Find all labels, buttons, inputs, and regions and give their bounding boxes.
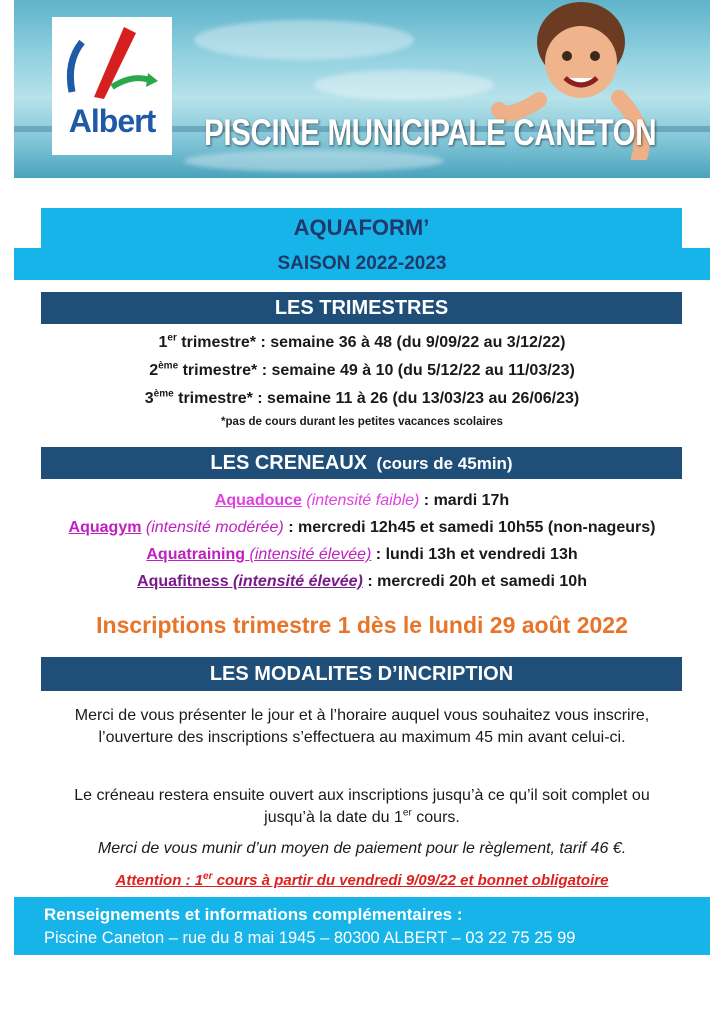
footer-address: Piscine Caneton – rue du 8 mai 1945 – 80300 ALBERT – 03 22 75 25 99 bbox=[44, 929, 576, 947]
trimestres-heading: LES TRIMESTRES bbox=[274, 297, 449, 319]
header-banner bbox=[14, 0, 710, 178]
creneaux-heading-sub: (cours de 45min) bbox=[367, 454, 513, 473]
modalites-paragraph: Le créneau restera ensuite ouvert aux inscriptions jusqu’à ce qu’il soit complet ou jusqu’à la date du 1er cours. bbox=[74, 787, 650, 826]
payment-note: Merci de vous munir d’un moyen de paiement pour le règlement, tarif 46 €. bbox=[97, 840, 627, 857]
modalites-paragraph: Merci de vous présenter le jour et à l’horaire auquel vous souhaitez vous inscrire, l’ouverture des inscriptions s’effectuera au maximum 45 min avant celui-ci. bbox=[74, 707, 650, 746]
trimestres-heading-bar bbox=[41, 292, 682, 324]
creneau-line: Aquadouce (intensité faible) : mardi 17h bbox=[214, 492, 510, 509]
modalites-heading-bar bbox=[41, 657, 682, 691]
trimestre-line: 3ème trimestre* : semaine 11 à 26 (du 13/03/23 au 26/06/23) bbox=[144, 388, 580, 407]
program-title-bar bbox=[41, 208, 682, 248]
creneau-line: Aquafitness (intensité élevée) : mercredi 20h et samedi 10h bbox=[137, 573, 587, 590]
trimestre-line: 2ème trimestre* : semaine 49 à 10 (du 5/12/22 au 11/03/23) bbox=[149, 360, 575, 379]
logo-mark-icon bbox=[52, 17, 172, 107]
trimestres-note: *pas de cours durant les petites vacances scolaires bbox=[221, 416, 503, 428]
water-ripple bbox=[314, 70, 494, 100]
trimestre-line: 1er trimestre* : semaine 36 à 48 (du 9/09/22 au 3/12/22) bbox=[158, 332, 566, 351]
footer-title: Renseignements et informations complémentaires : bbox=[44, 905, 463, 924]
albert-logo bbox=[52, 17, 172, 155]
season-label: SAISON 2022-2023 bbox=[277, 253, 447, 274]
creneau-line: Aquagym (intensité modérée) : mercredi 12h45 et samedi 10h55 (non-nageurs) bbox=[68, 519, 656, 536]
program-title: AQUAFORM’ bbox=[293, 215, 430, 240]
attention-note: Attention : 1er cours à partir du vendredi 9/09/22 et bonnet obligatoire bbox=[115, 871, 609, 889]
logo-text: Albert bbox=[68, 103, 156, 139]
modalites-heading: LES MODALITES D’INCRIPTION bbox=[209, 663, 514, 685]
creneaux-heading-bar bbox=[41, 447, 682, 479]
inscriptions-date: Inscriptions trimestre 1 dès le lundi 29 août 2022 bbox=[96, 612, 628, 638]
water-ripple bbox=[194, 20, 414, 60]
creneau-line: Aquatraining (intensité élevée) : lundi 13h et vendredi 13h bbox=[146, 546, 578, 563]
season-bar bbox=[14, 248, 710, 280]
creneaux-heading: LES CRENEAUX bbox=[210, 452, 368, 474]
page-title: PISCINE MUNICIPALE CANETON bbox=[204, 112, 657, 153]
footer-info bbox=[14, 897, 710, 955]
